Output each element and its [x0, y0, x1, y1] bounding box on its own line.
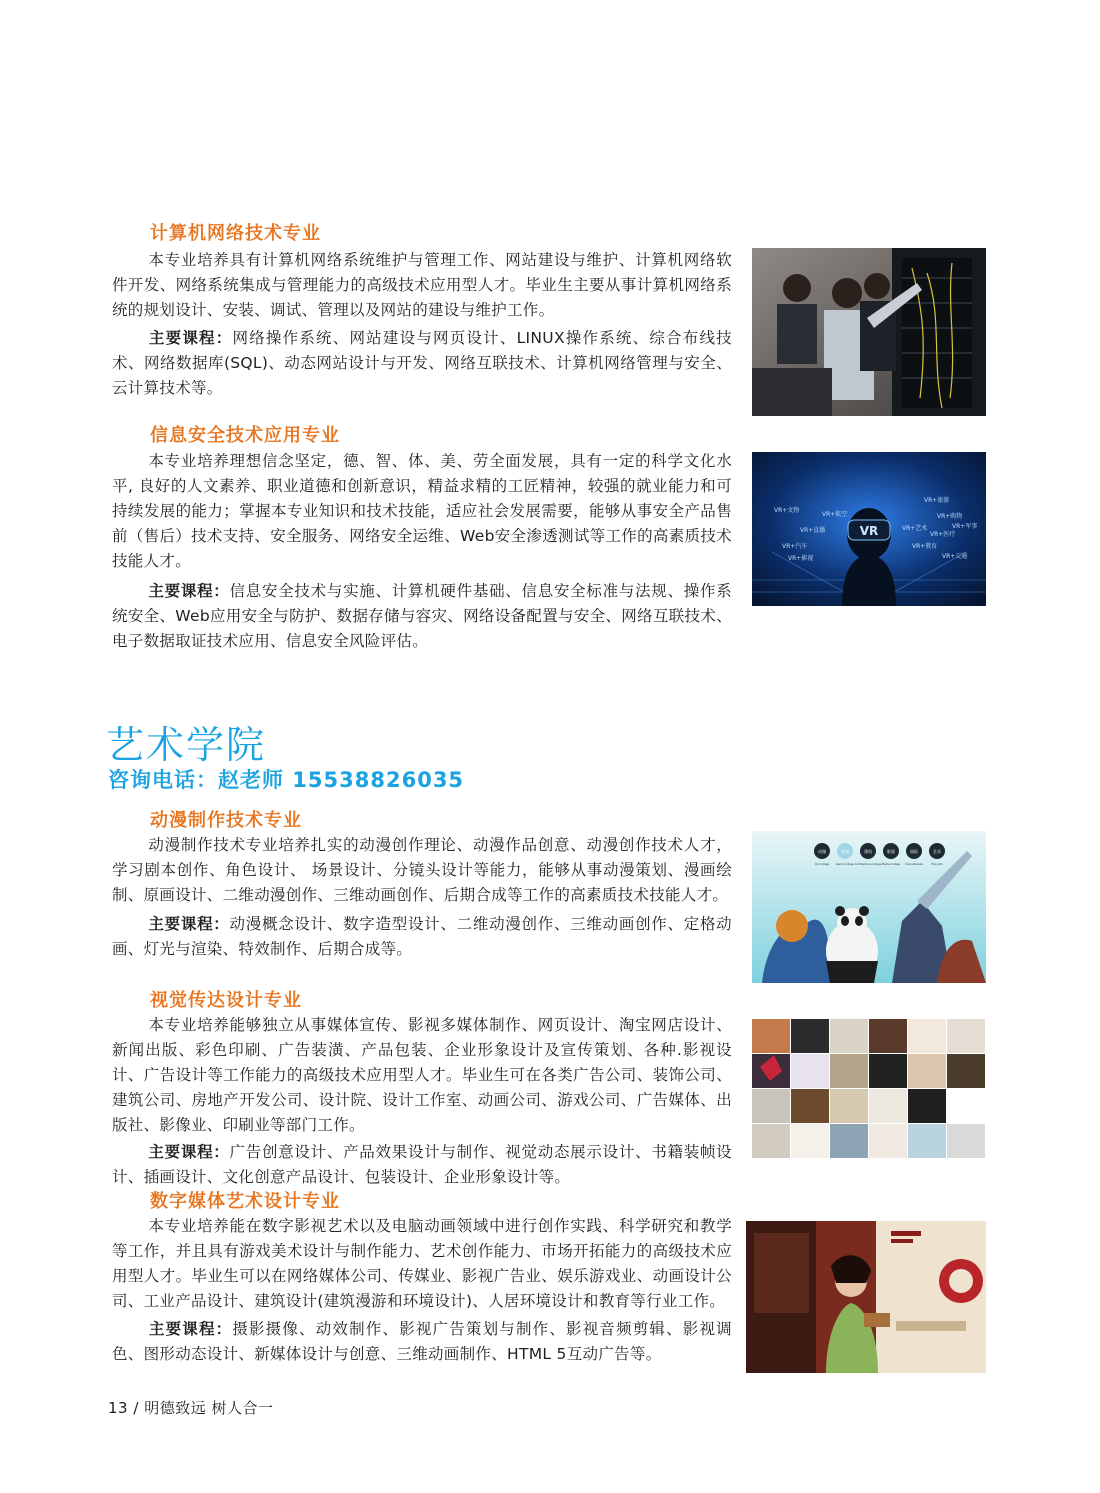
category-caption: Game Collage	[835, 863, 855, 866]
section-title-animation: 动漫制作技术专业	[150, 810, 302, 831]
collage-tile	[791, 1054, 829, 1088]
section-intro: 本专业培养能够独立从事媒体宣传、影视多媒体制作、网页设计、淘宝网店设计、新闻出版、彩色印刷、广告装潢、产品包装、企业形象设计及宣传策划、各种.影视设计、广告设计等工作能力的高级技术应用型人才。毕业生可在各类广告公司、装饰公司、建筑公司、房地产开发公司、设计院、设计工作室、动画公司、游戏公司、广告媒体、出版社、影像业、印刷业等部门工作。	[112, 1016, 732, 1134]
section-intro: 本专业培养具有计算机网络系统维护与管理工作、网站建设与维护、计算机网络软件开发、网络系统集成与管理能力的高级技术应用型人才。毕业生主要从事计算机网络系统的规划设计、安装、调试、管理以及网站的建设与维护工作。	[112, 251, 732, 319]
collage-tile	[752, 1019, 790, 1053]
category-caption: CG Collage	[814, 863, 830, 866]
vr-label: VR+购物	[937, 513, 963, 520]
collage-tile	[752, 1089, 790, 1123]
section-courses: 主要课程：网络操作系统、网站建设与网页设计、LINUX操作系统、综合布线技术、网络数据库(SQL)、动态网站设计与开发、网络互联技术、计算机网络管理与安全、云计算技术等。	[112, 329, 732, 397]
digital-media-poster-image	[746, 1221, 986, 1373]
category-icon-label: 游戏	[841, 849, 849, 854]
category-icon-label: 建筑	[864, 849, 872, 854]
section-title-digital-media: 数字媒体艺术设计专业	[150, 1191, 340, 1212]
category-caption: Media Collage	[881, 863, 901, 866]
collage-tile	[830, 1124, 868, 1158]
vr-center-label: VR	[859, 524, 879, 538]
collage-tile	[908, 1054, 946, 1088]
collage-tile	[830, 1019, 868, 1053]
vr-label: VR+汽车	[782, 543, 808, 550]
section-courses: 主要课程：信息安全技术与实施、计算机硬件基础、信息安全标准与法规、操作系统安全、Web应用安全与防护、数据存储与容灾、网络设备配置与安全、网络互联技术、电子数据取证技术应用、信息安全风险评估。	[112, 582, 732, 650]
section-courses: 主要课程：动漫概念设计、数字造型设计、二维动漫创作、三维动画创作、定格动 画、灯光与渲染、特效制作、后期合成等。	[112, 915, 732, 958]
collage-tile	[947, 1054, 985, 1088]
design-works-collage	[752, 1019, 986, 1159]
section-body-visual	[112, 1013, 732, 1190]
animation-characters-image	[752, 831, 986, 983]
category-caption: Architecture Collage	[854, 863, 882, 866]
collage-tile	[869, 1019, 907, 1053]
section-body-digital-media	[112, 1214, 732, 1367]
vr-label: VR+直播	[800, 527, 826, 534]
collage-tile	[947, 1089, 985, 1123]
vr-label: VR+医疗	[930, 531, 956, 538]
vr-label: VR+教育	[912, 543, 938, 550]
section-body-infosec	[112, 449, 732, 654]
collage-tile	[908, 1124, 946, 1158]
network-lab-photo	[752, 248, 986, 416]
collage-tile	[908, 1089, 946, 1123]
collage-tile	[908, 1019, 946, 1053]
collage-tile	[791, 1089, 829, 1123]
section-courses: 主要课程：广告创意设计、产品效果设计与制作、视觉动态展示设计、书籍装帧设计、插画设计、文化创意产品设计、包装设计、企业形象设计等。	[112, 1143, 732, 1186]
collage-tile	[947, 1124, 985, 1158]
college-title: 艺术学院	[106, 723, 267, 767]
section-body-animation	[112, 833, 732, 962]
contact-phone: 咨询电话：赵老师 15538826035	[108, 768, 465, 792]
page-footer	[108, 1397, 273, 1418]
section-courses: 主要课程：摄影摄像、动效制作、影视广告策划与制作、影视音频剪辑、影视调色、图形动态设计、新媒体设计与创意、三维动画制作、HTML 5互动广告等。	[112, 1320, 732, 1363]
category-icon-label: 影视	[887, 849, 895, 854]
collage-tile	[830, 1054, 868, 1088]
section-title-infosec: 信息安全技术应用专业	[150, 425, 340, 446]
collage-tile	[791, 1019, 829, 1053]
section-title-network: 计算机网络技术专业	[150, 223, 321, 244]
collage-tile	[869, 1124, 907, 1158]
category-icon-label: 动漫	[818, 849, 826, 854]
section-title-visual: 视觉传达设计专业	[150, 990, 302, 1011]
collage-tile	[947, 1019, 985, 1053]
collage-tile	[752, 1124, 790, 1158]
category-caption: Fine Arts	[931, 863, 943, 866]
collage-tile	[830, 1089, 868, 1123]
category-caption: Internationals	[905, 863, 923, 866]
page-number: 13	[108, 1399, 129, 1417]
vr-label: VR+航空	[822, 511, 848, 518]
vr-label: VR+艺术	[902, 525, 928, 532]
collage-tile	[869, 1054, 907, 1088]
section-body-network	[112, 248, 732, 401]
vr-technology-image	[752, 452, 986, 606]
section-intro: 本专业培养理想信念坚定，德、智、体、美、劳全面发展，具有一定的科学文化水平, 良好的人文素养、职业道德和创新意识，精益求精的工匠精神，较强的就业能力和可持续发展的能力；掌握本专业知识和技术技能，适应社会发展需要，能够从事安全产品售前（售后）技术支持、安全服务、网络安全运维、Web安全渗透测试等工作的高素质技术技能人才。	[112, 452, 732, 570]
vr-label: VR+军事	[952, 523, 978, 530]
category-icon-label: 国际	[910, 849, 918, 854]
section-intro: 本专业培养能在数字影视艺术以及电脑动画领域中进行创作实践、科学研究和教学等工作，并且具有游戏美术设计与制作能力、艺术创作能力、市场开拓能力的高级技术应用型人才。毕业生可以在网络媒体公司、传媒业、影视广告业、娱乐游戏业、动画设计公司、工业产品设计、建筑设计(建筑漫游和环境设计)、人居环境设计和教育等行业工作。	[112, 1217, 732, 1310]
footer-motto: 明德致远 树人合一	[144, 1399, 274, 1417]
section-intro: 动漫制作技术专业培养扎实的动漫创作理论、动漫作品创意、动漫创作技术人才，学习剧本创作、角色设计、 场景设计、分镜头设计等能力，能够从事动漫策划、漫画绘制、原画设计、二维动漫创作、三维动画创作、后期合成等工作的高素质技术技能人才。	[112, 836, 732, 904]
vr-label: VR+文物	[774, 507, 800, 514]
category-icon-label: 艺术	[933, 849, 941, 854]
footer-separator: /	[133, 1399, 145, 1417]
collage-tile	[791, 1124, 829, 1158]
vr-label: VR+影视	[788, 555, 814, 562]
vr-label: VR+交通	[942, 553, 968, 560]
collage-tile	[869, 1089, 907, 1123]
vr-label: VR+旅游	[924, 497, 950, 504]
